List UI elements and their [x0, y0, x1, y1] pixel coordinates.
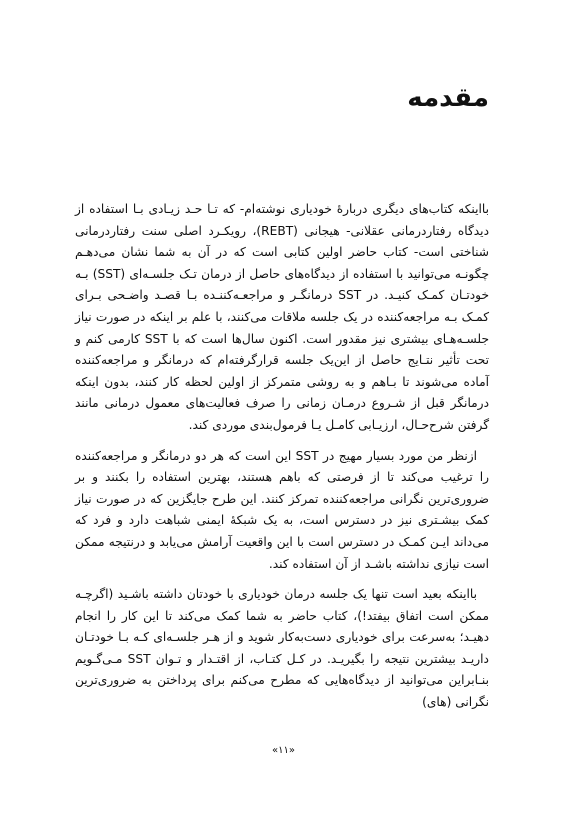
paragraph-3: بااینکه بعید است تنها یک جلسه درمان خودیاری با خودتان داشته باشـید (اگرچـه ممکن است اتفاق بیفتد!)، کتاب حاضر به شما کمک می‌کند تا این کار را انجام دهیـد؛ به‌سرعت برای خودیاری دست‌به‌کار شوید و از هـر جلسـه‌ای کـه بـا خودتـان داریـد بیشترین نتیجه را بگیریـد. در کـل کتـاب، از اقتـدار و تـوان SST مـی‌گـویم بنـابراین می‌توانید از دیدگاه‌هایی که مطرح می‌کنم برای پرداختن به ضروری‌ترین نگرانی (های)	[75, 587, 489, 710]
paragraph-2: ازنظر من مورد بسیار مهیج در SST این است که هر دو درمانگر و مراجعه‌کننده را ترغیب می‌کند تا از فرصتی که باهم هستند، بهترین استفاده را بکنند و بر ضروری‌ترین نگرانی مراجعه‌کننده تمرکز کنند. این طرح جایگزین که در صورت نیاز کمک بیشـتری نیز در دسترس است، به یک شبکهٔ ایمنی شباهت دارد و فرد که می‌داند ایـن کمـک در دسترس است با این واقعیت آرامش می‌یابد و درنتیجه ممکن است نیازی نداشته باشـد از آن استفاده کند.	[75, 448, 489, 571]
paragraph-1: بااینکه کتاب‌های دیگری دربارهٔ خودیاری نوشته‌ام- که تـا حـد زیـادی بـا استفاده از دیدگاه رفتاردرمانی عقلانی- هیجانی (REBT)، رویکـرد اصلی سنت رفتاردرمانی شناختی است- کتاب حاضر اولین کتابی است که در آن به شما نشان می‌دهـم چگونـه می‌توانید با استفاده از دیدگاه‌های حاصل از درمان تـک جلسـه‌ای (SST) بـه خودتـان کمـک کنیـد. در SST درمانگـر و مراجعـه‌کننـده بـا قصـد واضـحی بـرای کمـک بـه مراجعه‌کننده در یک جلسه ملاقات می‌کنند، با علم بر اینکه در صورت نیاز جلسـه‌هـای بیشتری نیز مقدور است. اکنون سال‌ها است که با SST کارمی کنم و تحت تأثیر نتـایج حاصل از این‌یک جلسه قرارگرفته‌ام که درمانگر و مراجعه‌کننده آماده می‌شوند تا بـاهم و به روشی متمرکز از اولین لحظه کار کنند، بدون اینکه درمانگر قبل از شـروع درمـان زمانی را صرف فعالیت‌های معمول درمانی مانند گرفتن شرح‌حـال، ارزیـابی کامـل یـا فرمول‌بندی موردی کند.	[75, 202, 490, 432]
chapter-title: مقدمه	[407, 83, 489, 113]
page-number: «۱۱»	[272, 745, 295, 756]
body-text	[75, 199, 489, 714]
